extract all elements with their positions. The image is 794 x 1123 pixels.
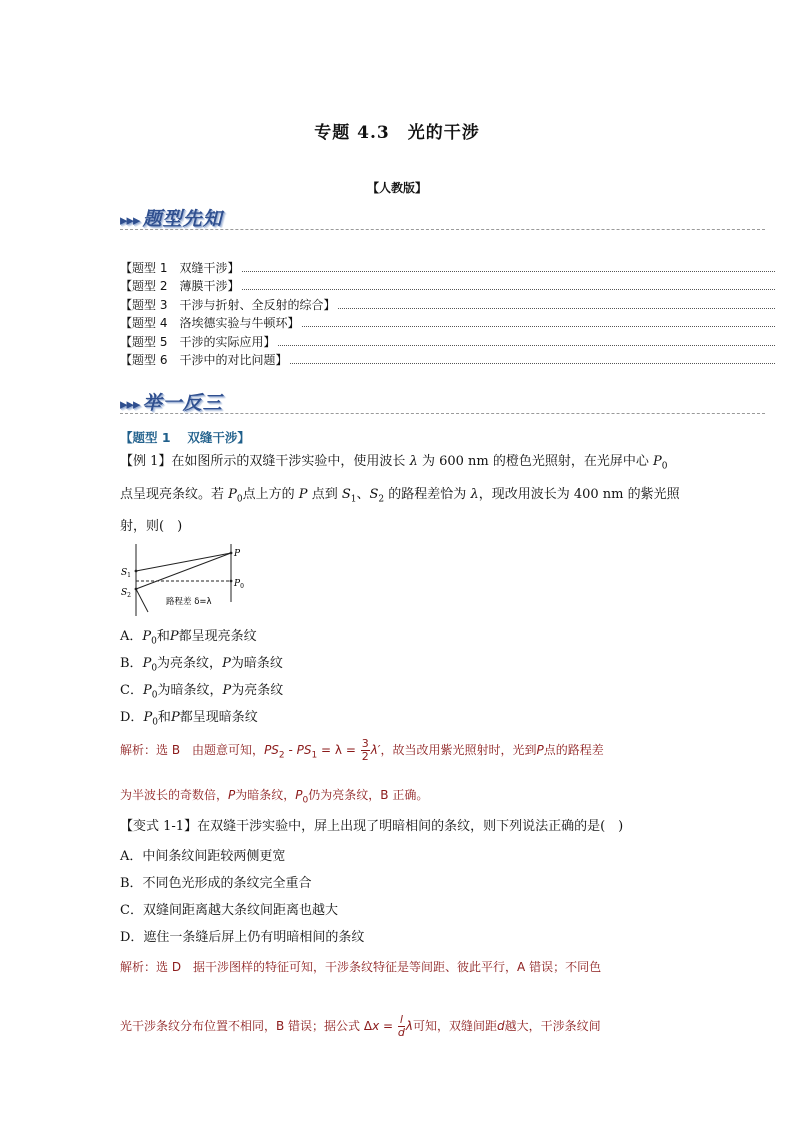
divider bbox=[120, 413, 765, 414]
option-b[interactable]: B．$P_0$为亮条纹，P为暗条纹 bbox=[120, 656, 283, 674]
toc-item[interactable]: 【题型 2 薄膜干涉】 bbox=[120, 276, 775, 295]
ray-s2-p bbox=[136, 553, 231, 589]
point-p0 bbox=[230, 580, 233, 583]
option-d[interactable]: D．遮住一条缝后屏上仍有明暗相间的条纹 bbox=[120, 930, 365, 945]
fraction: $\frac{3}{2}$ bbox=[361, 737, 369, 763]
label-s2: $S_2$ bbox=[121, 588, 131, 599]
option-c[interactable]: C．$P_0$为暗条纹，P为亮条纹 bbox=[120, 683, 284, 701]
ray-s1-p bbox=[136, 553, 231, 571]
option-c[interactable]: C．双缝间距离越大条纹间距离也越大 bbox=[120, 903, 338, 918]
toc-item[interactable]: 【题型 1 双缝干涉】 bbox=[120, 257, 775, 276]
double-slit-figure bbox=[118, 544, 248, 616]
section-banner-practice bbox=[120, 388, 223, 415]
edition-label: 【人教版】 bbox=[366, 181, 427, 195]
triple-chevron-icon: ▸▸▸ bbox=[120, 211, 140, 229]
option-a[interactable]: A．$P_0$和P都呈现亮条纹 bbox=[120, 629, 257, 647]
example-1-stem: 【例 1】在如图所示的双缝干涉实验中，使用波长 λ 为 600 nm 的橙色光照射，在光屏中心 $P_0$点呈现亮条纹。若 $P_0$点上方的 P 点到 $S_1$、$S_2$ 的路程差恰为 λ，现改用波长为 400 nm 的紫光照射，则( ) bbox=[120, 454, 680, 535]
label-s1: $S_1$ bbox=[121, 568, 131, 579]
label-p0: $P_0$ bbox=[234, 579, 244, 590]
page-title: 专题 4.3 光的干涉 bbox=[314, 123, 480, 143]
banner-text: 举一反三 bbox=[142, 392, 223, 414]
divider bbox=[120, 229, 765, 230]
section-heading: 【题型 1 双缝干涉】 bbox=[120, 430, 250, 445]
option-b[interactable]: B．不同色光形成的条纹完全重合 bbox=[120, 876, 312, 891]
point-p bbox=[230, 552, 233, 555]
table-of-contents bbox=[120, 257, 775, 368]
figure-caption: 路程差 δ=λ bbox=[166, 597, 212, 607]
variant-1-1-stem: 【变式 1-1】在双缝干涉实验中，屏上出现了明暗相间的条纹，则下列说法正确的是( ) bbox=[120, 819, 624, 834]
option-a[interactable]: A．中间条纹间距较两侧更宽 bbox=[120, 849, 286, 864]
slit-s2-point bbox=[135, 588, 138, 591]
variant-1-1-analysis-line-1: 解析：选 D 据干涉图样的特征可知，干涉条纹特征是等间距、彼此平行，A 错误；不同色 bbox=[120, 960, 602, 974]
banner-text: 题型先知 bbox=[142, 208, 223, 230]
option-d[interactable]: D．$P_0$和P都呈现暗条纹 bbox=[120, 710, 258, 728]
example-1-analysis-line-2: 为半波长的奇数倍，P为暗条纹，$P_0$仍为亮条纹，B 正确。 bbox=[120, 788, 429, 806]
label-p: P bbox=[234, 549, 241, 559]
toc-item[interactable]: 【题型 5 干涉的实际应用】 bbox=[120, 331, 775, 350]
toc-item[interactable]: 【题型 4 洛埃德实验与牛顿环】 bbox=[120, 313, 775, 332]
toc-item[interactable]: 【题型 6 干涉中的对比问题】 bbox=[120, 350, 775, 369]
triple-chevron-icon: ▸▸▸ bbox=[120, 395, 140, 413]
section-banner-preview bbox=[120, 204, 223, 231]
path-difference-marker bbox=[136, 589, 148, 612]
fraction: $\frac{l}{d}$ bbox=[397, 1013, 405, 1039]
slit-s1-point bbox=[135, 570, 138, 573]
example-1-analysis-line-1: 解析：选 B 由题意可知，$PS_2 - PS_1 = \lambda$ = $\frac{3}{2}$ λ′，故当改用紫光照射时，光到P点的路程差 bbox=[120, 737, 604, 763]
variant-1-1-analysis-line-2: 光干涉条纹分布位置不相同，B 错误；据公式 Δx = $\frac{l}{d}$ λ可知，双缝间距d越大，干涉条纹间 bbox=[120, 1013, 601, 1039]
toc-item[interactable]: 【题型 3 干涉与折射、全反射的综合】 bbox=[120, 294, 775, 313]
